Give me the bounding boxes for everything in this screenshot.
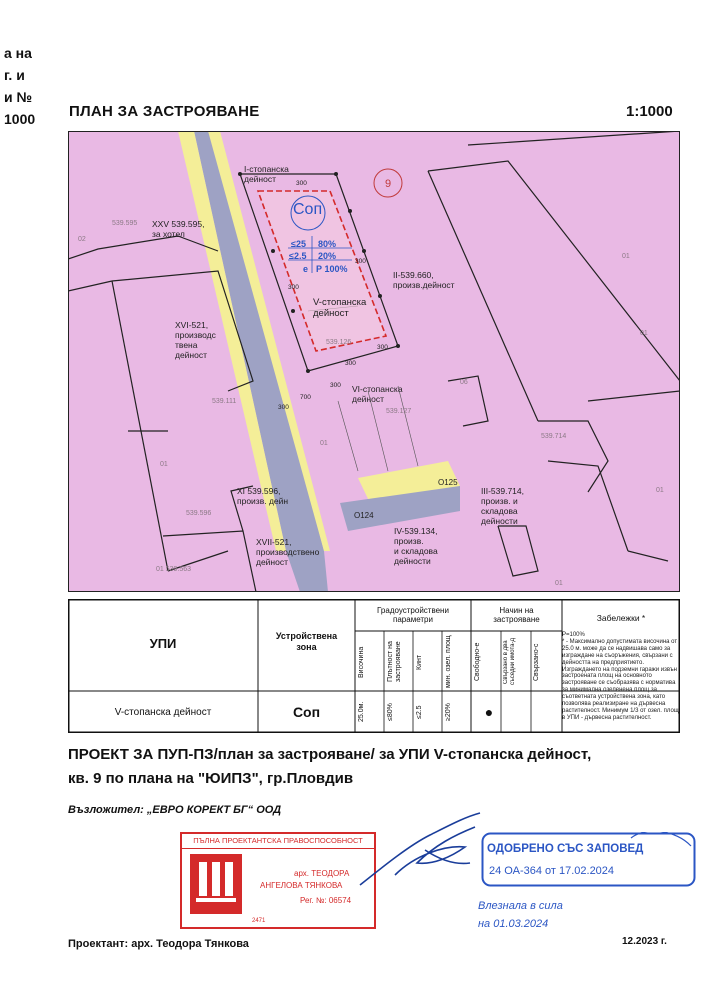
label-upi-iv: IV-539.134, произв. и складова дейности bbox=[394, 526, 438, 566]
dimension: 300 bbox=[288, 284, 299, 291]
stamp-logo-icon bbox=[190, 854, 242, 914]
table-header-notes: Забележки * bbox=[596, 613, 646, 623]
margin-line: и № bbox=[4, 89, 33, 105]
cadastral-id: 01 539.563 bbox=[156, 566, 192, 573]
label-upi-ii: II-539.660, произв.дейност bbox=[393, 270, 455, 290]
row-height: 25.0м. bbox=[358, 701, 365, 723]
stamp-num: 2471 bbox=[252, 918, 266, 924]
label-upi-i: I-стопанска дейност bbox=[244, 164, 289, 184]
row-kint: ≤2.5 bbox=[416, 705, 423, 719]
margin-line: 1000 bbox=[4, 111, 36, 127]
zone-marker: е bbox=[303, 264, 309, 274]
label-upi-xvi: XVI-521, производс твена дейност bbox=[175, 320, 216, 360]
cadastral-id: 539.111 bbox=[212, 398, 237, 405]
row-density: ≤80% bbox=[387, 703, 394, 721]
point-label: O125 bbox=[438, 478, 458, 487]
sub-method-joined: Свързано-с bbox=[533, 643, 540, 681]
cadastral-id: 539.126 bbox=[326, 339, 352, 346]
row-method-mark: ● bbox=[484, 704, 494, 720]
zone-green: 20% bbox=[318, 251, 337, 261]
label-upi-xxv: XXV 539.595, за хотел bbox=[152, 219, 205, 239]
approval-number: 24 ОА-364 от 17.02.2024 bbox=[489, 865, 615, 877]
row-green: ≥20% bbox=[445, 703, 452, 721]
dimension: 300 bbox=[377, 344, 388, 351]
table-header-upi: УПИ bbox=[149, 636, 177, 651]
land-use-code: 02 bbox=[78, 236, 86, 243]
client: Възложител: „ЕВРО КОРЕКТ БГ“ ООД bbox=[68, 804, 282, 816]
stamp-reg: Рег. №: 06574 bbox=[300, 896, 352, 905]
cadastral-id: 539.595 bbox=[112, 220, 138, 227]
sub-height: Височина bbox=[358, 646, 365, 678]
land-use-code: 01 bbox=[656, 487, 664, 494]
dimension: 300 bbox=[330, 382, 341, 389]
row-zone: Соп bbox=[292, 704, 321, 720]
table-header-zone: Устройствена зона bbox=[275, 631, 338, 652]
zone-kint: ≤2.5 bbox=[289, 251, 307, 261]
land-use-code: 01 bbox=[622, 253, 630, 260]
label-upi-xvii: XVII-521, производствено дейност bbox=[256, 537, 320, 567]
table-header-method: Начин на застрояване bbox=[493, 606, 540, 624]
dimension: 300 bbox=[355, 258, 366, 265]
zone-height: ≤25 bbox=[291, 239, 306, 249]
block-number: 9 bbox=[385, 178, 392, 190]
table-header-params: Градоустройствени параметри bbox=[377, 606, 449, 624]
sub-density: Плътност на застрояване bbox=[387, 641, 402, 683]
project-title-line1: ПРОЕКТ ЗА ПУП-ПЗ/план за застрояване/ за УПИ V-стопанска дейност, bbox=[68, 746, 592, 763]
date: 12.2023 г. bbox=[622, 936, 667, 947]
table-notes: Р=100% * - Максимално допустимата височина от 25.0 м. може да се надвишава само за изграждане на съоръжения, свързани с дейността на предприятието. Изграждането на подземни гаражи извън застроената площ на основното застрояване се съобразява с нормативa за минимална озеленена площ за съответната устройствена зона, като позволява реализиране на дървесна растителност. Минимум 1/3 от озел. площ в УПИ - дървесна растителност. bbox=[562, 632, 679, 721]
label-upi-iii: III-539.714, произв. и складова дейности bbox=[481, 486, 525, 526]
dimension: 300 bbox=[278, 404, 289, 411]
zone-p: Р 100% bbox=[316, 264, 348, 274]
sub-kint: Кинт bbox=[416, 654, 423, 670]
label-upi-vi: VI-стопанска дейност bbox=[352, 384, 403, 404]
approval-stamp-frame bbox=[481, 832, 696, 894]
designer: Проектант: арх. Теодора Тянкова bbox=[68, 938, 249, 950]
land-use-code: 01 bbox=[555, 580, 563, 587]
land-use-code: 01 bbox=[320, 440, 328, 447]
label-upi-xi: XI 539.596, произв. дейн bbox=[237, 486, 289, 506]
stamp-header: ПЪЛНА ПРОЕКТАНТСКА ПРАВОСПОСОБНОСТ bbox=[182, 834, 374, 849]
point-label: O124 bbox=[354, 511, 374, 520]
cadastral-id: 539.714 bbox=[541, 433, 567, 440]
plan-scale: 1:1000 bbox=[626, 103, 673, 120]
margin-line: а на bbox=[4, 45, 32, 61]
zone-code: Соп bbox=[293, 201, 323, 218]
zone-density: 80% bbox=[318, 239, 337, 249]
margin-text bbox=[4, 42, 35, 130]
sub-method-free: Свободно-е bbox=[474, 642, 481, 682]
label-upi-v: V-стопанска дейност bbox=[313, 297, 367, 319]
stamp-name1: арх. ТЕОДОРА bbox=[294, 869, 350, 878]
approval-title: ОДОБРЕНО СЪС ЗАПОВЕД bbox=[487, 843, 644, 855]
project-title-line2: кв. 9 по плана на "ЮИПЗ", гр.Пловдив bbox=[68, 770, 354, 787]
cadastral-id: 539.596 bbox=[186, 510, 212, 517]
cadastral-id: 539.127 bbox=[386, 408, 412, 415]
dimension: 300 bbox=[296, 180, 307, 187]
row-upi: V-стопанска дейност bbox=[114, 707, 212, 718]
sub-green: мин. озел. площ bbox=[445, 635, 452, 689]
map-drawing bbox=[68, 131, 680, 592]
approval-note2: на 01.03.2024 bbox=[478, 918, 549, 930]
designer-stamp bbox=[180, 832, 376, 929]
approval-note1: Влезнала в сила bbox=[478, 900, 563, 912]
signature-image bbox=[355, 805, 495, 900]
land-use-code: 01 bbox=[640, 330, 648, 337]
dimension: 700 bbox=[300, 394, 311, 401]
land-use-code: 01 bbox=[160, 461, 168, 468]
sub-method-twin: Свързано в два съседни имота-д bbox=[503, 638, 516, 686]
margin-line: г. и bbox=[4, 67, 25, 83]
land-use-code: 06 bbox=[460, 379, 468, 386]
plan-title: ПЛАН ЗА ЗАСТРОЯВАНЕ bbox=[69, 103, 260, 120]
dimension: 300 bbox=[345, 360, 356, 367]
stamp-name2: АНГЕЛОВА ТЯНКОВА bbox=[260, 881, 343, 890]
